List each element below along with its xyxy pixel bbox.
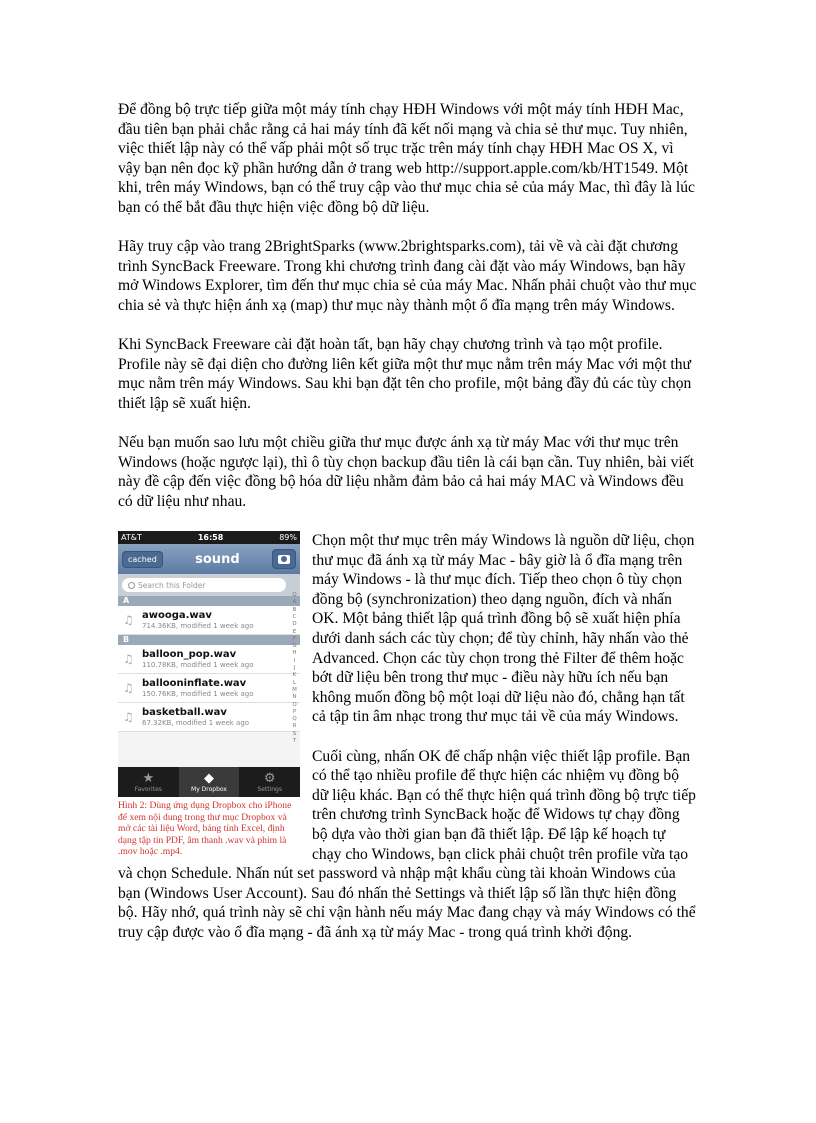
dropbox-icon: ◆ [204, 770, 214, 786]
file-name: awooga.wav [142, 609, 212, 621]
index-letter: O [292, 701, 297, 708]
index-letter: R [292, 723, 297, 730]
index-letter: C [292, 613, 297, 620]
index-letter: Q [292, 592, 297, 599]
index-letter: I [293, 657, 296, 664]
section-header-a: A [118, 596, 300, 606]
section-header-b: B [118, 635, 300, 645]
index-letter: B [292, 606, 297, 613]
paragraph-5: Chọn một thư mục trên máy Windows là nguồn dữ liệu, chọn thư mục đã ánh xạ từ máy Mac - bây giờ là ổ đĩa mạng trên máy Windows - là thư mục đích. Tiếp theo chọn ô tùy chọn đồng bộ (synchronization) theo dạng nguồn, đích và nhấn OK. Một bảng thiết lập quá trình đồng bộ sẽ xuất hiện phía dưới danh sách các tùy chọn; để tùy chỉnh, hãy nhấn vào thẻ Advanced. Chọn các tùy chọn trong thẻ Filter để thêm hoặc bớt dữ liệu bên trong thư mục - điều này hữu ích nếu bạn không muốn đồng bộ một loại dữ liệu nào đó, chẳng hạn tất cả tập tin âm nhạc trong thư mục tải về của máy Windows. [312, 532, 695, 726]
tab-bar [118, 767, 300, 797]
music-note-icon: ♫ [123, 652, 134, 667]
tab-settings [239, 767, 300, 797]
tab-label: Favorites [134, 785, 162, 793]
file-name: basketball.wav [142, 706, 227, 718]
nav-bar [118, 544, 300, 574]
index-letter: S [292, 730, 297, 737]
search-icon [128, 582, 135, 589]
file-name: ballooninflate.wav [142, 677, 247, 689]
index-letter: G [292, 643, 297, 650]
back-button: cached [122, 551, 163, 568]
status-bar [118, 531, 300, 544]
paragraph-1: Để đồng bộ trực tiếp giữa một máy tính chạy HĐH Windows với một máy tính HĐH Mac, đầu tiên bạn phải chắc rằng cả hai máy tính đã kết nối mạng và chia sẻ thư mục. Tuy nhiên, việc thiết lập này có thể vấp phải một số trục trặc trên máy tính chạy HĐH Mac OS X, vì vậy bạn nên đọc kỹ phần hướng dẫn ở trang web http://support.apple.com/kb/HT1549. Một khi, trên máy Windows, bạn có thể truy cập vào thư mục chia sẻ của máy Mac, thì đây là lúc bạn có thể bắt đầu thực hiện việc đồng bộ dữ liệu. [118, 101, 695, 216]
tab-favorites [118, 767, 179, 797]
paragraph-6: Cuối cùng, nhấn OK để chấp nhận việc thiết lập profile. Bạn có thể tạo nhiều profile để thực hiện các nhiệm vụ đồng bộ dữ liệu khác. Bạn có thể thực hiện quá trình đồng bộ trực tiếp trên chương trình SyncBack hoặc để Widows tự chạy đồng bộ dựa vào thời gian bạn đã thiết lập. Để lập kế hoạch tự chạy cho Windows, bạn click phải chuột trên profile vừa tạo và chọn Schedule. Nhấn nút set password và nhập mật khẩu cùng tài khoản Windows của bạn (Windows User Account). Sau đó nhấn thẻ Settings và thiết lập số lần thực hiện đồng bộ. Hãy nhớ, quá trình này sẽ chỉ vận hành nếu máy Mac đang chạy và máy Windows có thể truy cập được vào ổ đĩa mạng - đã ánh xạ từ máy Mac - trong quá trình khởi động. [118, 747, 696, 941]
music-note-icon: ♫ [123, 613, 134, 628]
index-letter: D [292, 621, 297, 628]
time-label: 16:58 [197, 533, 224, 543]
figure-block [118, 531, 698, 942]
file-meta: 110.78KB, modified 1 week ago [142, 660, 254, 669]
file-row [118, 674, 300, 703]
gear-icon: ⚙ [263, 770, 276, 786]
index-letter: Q [292, 716, 297, 723]
music-note-icon: ♫ [123, 710, 134, 725]
index-letter: L [292, 679, 297, 686]
star-icon: ★ [142, 770, 155, 786]
file-row [118, 645, 300, 674]
figure-caption: Hình 2: Dùng ứng dụng Dropbox cho iPhone để xem nội dung trong thư mục Dropbox và mở các tài liệu Word, bảng tính Excel, định dạng tập tin PDF, âm thanh .wav và phim là .mov hoặc .mp4. [118, 800, 292, 858]
alphabet-index [290, 592, 299, 745]
file-meta: 150.76KB, modified 1 week ago [142, 689, 254, 698]
camera-icon [278, 555, 290, 564]
tab-my-dropbox [179, 767, 240, 797]
index-letter: P [292, 708, 297, 715]
nav-title: sound [195, 551, 240, 567]
index-letter: F [292, 635, 297, 642]
paragraph-2: Hãy truy cập vào trang 2BrightSparks (www.2brightsparks.com), tải về và cài đặt chương trình SyncBack Freeware. Trong khi chương trình đang cài đặt vào máy Windows, bạn hãy mở Windows Explorer, tìm đến thư mục chia sẻ của máy Mac. Nhấn phải chuột vào thư mục chia sẻ và thực hiện ánh xạ (map) thư mục này thành một ổ đĩa mạng trên máy Windows. [118, 238, 697, 314]
carrier-label: AT&T [121, 533, 142, 543]
file-name: balloon_pop.wav [142, 648, 237, 660]
index-letter: T [292, 738, 297, 744]
index-letter: A [292, 599, 297, 606]
index-letter: M [292, 686, 297, 693]
index-letter: N [292, 694, 297, 701]
battery-label: 89% [279, 533, 297, 543]
search-placeholder: Search this Folder [138, 580, 206, 590]
search-bar [118, 574, 300, 596]
figure [118, 531, 300, 858]
phone-screenshot [118, 531, 300, 797]
music-note-icon: ♫ [123, 681, 134, 696]
index-letter: K [292, 672, 297, 679]
index-letter: J [293, 665, 296, 672]
index-letter: E [292, 628, 297, 635]
file-row [118, 606, 300, 635]
file-meta: 714.36KB, modified 1 week ago [142, 621, 254, 630]
tab-label: My Dropbox [191, 785, 227, 793]
file-meta: 67.32KB, modified 1 week ago [142, 718, 250, 727]
camera-button [272, 549, 296, 569]
paragraph-4: Nếu bạn muốn sao lưu một chiều giữa thư mục được ánh xạ từ máy Mac với thư mục trên Windows (hoặc ngược lại), thì ô tùy chọn backup đầu tiên là cái bạn cần. Tuy nhiên, bài viết này đề cập đến việc đồng bộ hóa dữ liệu nhằm đảm bảo cả hai máy MAC và Windows đều có dữ liệu như nhau. [118, 434, 695, 510]
index-letter: H [292, 650, 297, 657]
document-page [118, 100, 698, 943]
paragraph-3: Khi SyncBack Freeware cài đặt hoàn tất, bạn hãy chạy chương trình và tạo một profile. Profile này sẽ đại diện cho đường liên kết giữa một thư mục nằm trên máy Mac với một thư mục nằm trên máy Windows. Sau khi bạn đặt tên cho profile, một bảng đầy đủ các tùy chọn thiết lập sẽ xuất hiện. [118, 336, 692, 412]
search-input [122, 578, 286, 592]
file-row [118, 703, 300, 732]
tab-label: Settings [257, 785, 282, 793]
